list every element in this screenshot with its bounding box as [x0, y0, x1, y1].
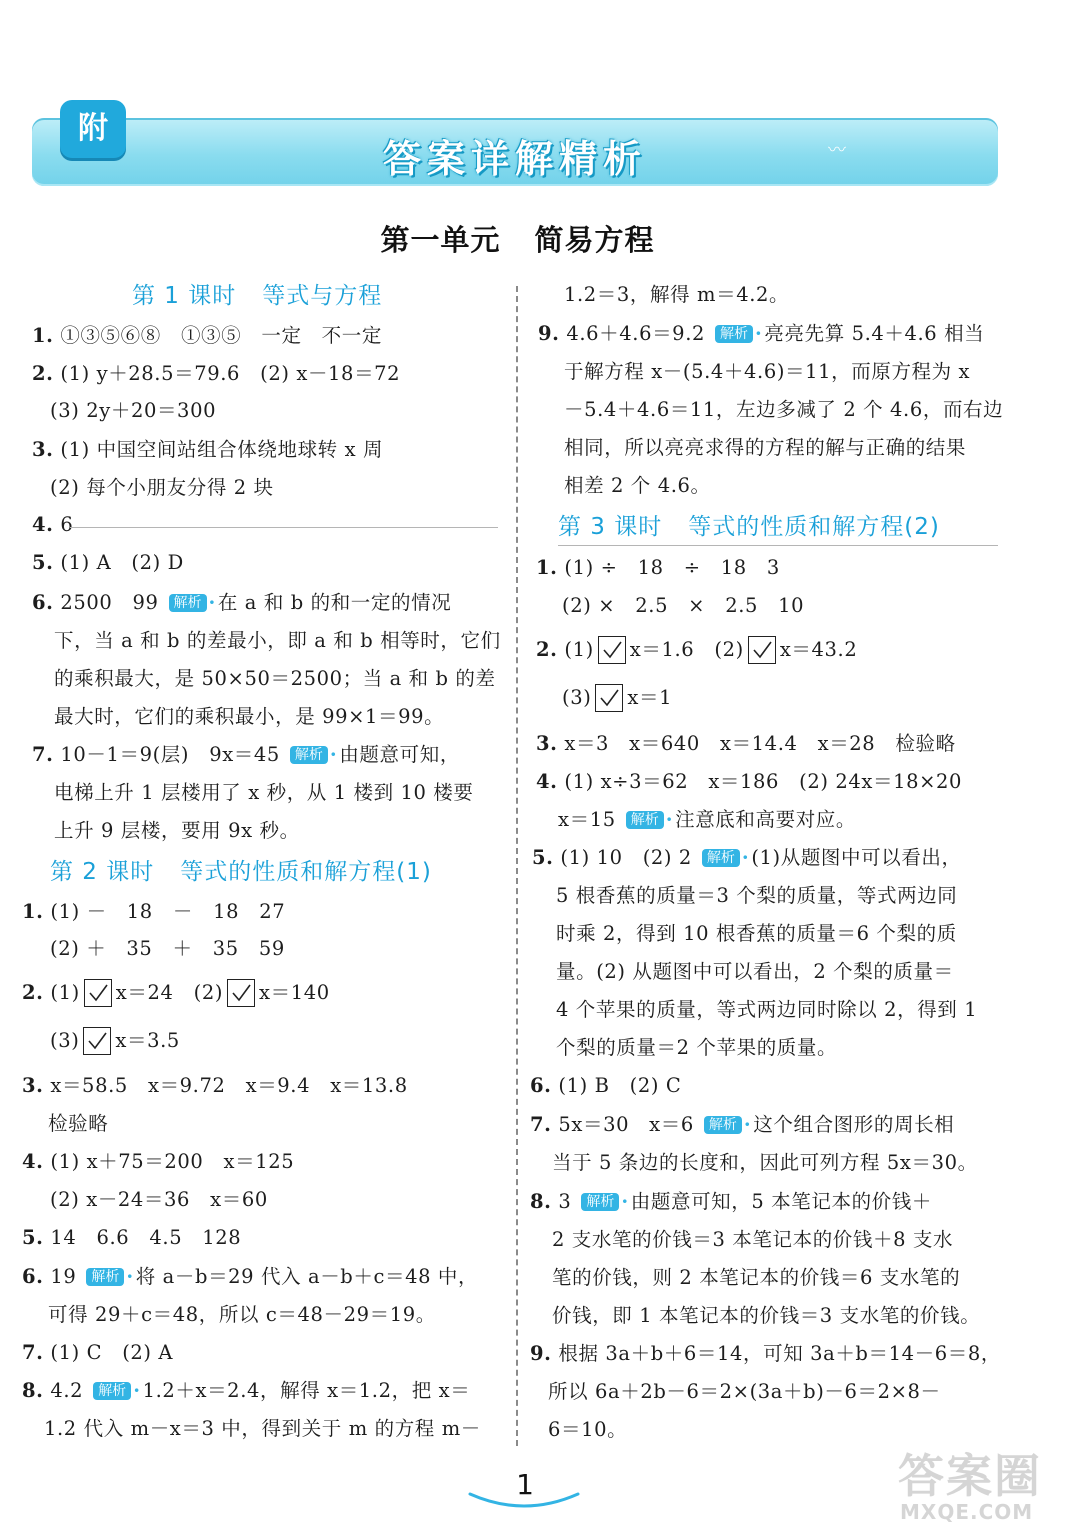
lesson-number: 第 3 课时 [558, 514, 663, 540]
analysis-line: 上升 9 层楼，要用 9x 秒。 [54, 819, 300, 842]
answer-line [22, 1224, 241, 1252]
analysis-text: 将 a－b＝29 代入 a－b＋c＝48 中， [135, 1265, 479, 1288]
question-number: 6. [530, 1074, 552, 1097]
question-number: 9. [530, 1342, 552, 1365]
analysis-line: 相同，所以亮亮求得的方程的解与正确的结果 [564, 436, 967, 459]
answer-text: 10－1＝9(层) 9x＝45 [53, 743, 280, 766]
check-box [598, 636, 626, 664]
analysis-line: 时乘 2，得到 10 根香蕉的质量＝6 个梨的质 [556, 922, 957, 945]
bird-icon: 〰 [828, 140, 846, 161]
analysis-line: 4 个苹果的质量，等式两边同时除以 2，得到 1 [556, 998, 978, 1021]
question-number: 1. [32, 324, 54, 347]
answer-text: 4.6＋4.6＝9.2 [559, 322, 705, 345]
answer-text: x＝140 [259, 981, 330, 1004]
answer-text: x＝1 [627, 686, 673, 709]
checkmark-icon [604, 642, 621, 657]
check-box [227, 979, 255, 1007]
lesson-title: 等式的性质和解方程(1) [180, 859, 432, 885]
analysis-tag: 解析 [702, 849, 740, 867]
answer-line [32, 549, 184, 577]
answer-line [536, 768, 962, 796]
answer-text: (1) 10 (2) 2 [553, 846, 692, 869]
analysis-line: 电梯上升 1 层楼用了 x 秒，从 1 楼到 10 楼要 [54, 781, 474, 804]
question-number: 6. [22, 1265, 44, 1288]
answer-text: (1) [43, 981, 80, 1004]
answer-text: x＝43.2 [779, 638, 858, 661]
answer-text: 14 6.6 4.5 128 [43, 1226, 242, 1249]
answer-line: (2) x－24＝36 x＝60 [50, 1188, 268, 1211]
answer-line: 所以 6a＋2b－6＝2×(3a＋b)－6＝2×8－ [548, 1380, 941, 1403]
answer-line [536, 636, 857, 664]
analysis-tag: 解析 [93, 1382, 131, 1400]
answer-line [530, 1340, 1001, 1368]
analysis-line: 相差 2 个 4.6。 [564, 474, 711, 497]
question-number: 2. [22, 981, 44, 1004]
answer-line [530, 1072, 681, 1100]
question-number: 2. [536, 638, 558, 661]
lesson-heading-3 [558, 511, 940, 543]
unit-name: 简易方程 [534, 223, 655, 257]
analysis-line: 5 根香蕉的质量＝3 个梨的质量，等式两边同 [556, 884, 958, 907]
answer-line: 7. 5x＝30 x＝6 解析 · 这个组合图形的周长相 [530, 1113, 955, 1136]
answer-line [22, 979, 330, 1007]
question-number: 5. [32, 551, 54, 574]
unit-prefix: 第一单元 [380, 223, 501, 257]
answer-line: x＝15 解析 · 注意底和高要对应。 [558, 808, 857, 831]
question-number: 3. [32, 438, 54, 461]
answer-text: x＝3.5 [115, 1029, 180, 1052]
analysis-line: －5.4＋4.6＝11，左边多减了 2 个 4.6，而右边 [564, 398, 1004, 421]
analysis-text: 这个组合图形的周长相 [753, 1113, 955, 1136]
checkmark-icon [754, 642, 771, 657]
answer-text: (1) x＋75＝200 x＝125 [43, 1150, 295, 1173]
banner-title: 答案详解精析 [382, 137, 647, 181]
analysis-line: 的乘积最大，是 50×50＝2500；当 a 和 b 的差 [54, 667, 496, 690]
answer-text: 5x＝30 x＝6 [551, 1113, 694, 1136]
analysis-line: 1.2＝3，解得 m＝4.2。 [564, 283, 790, 306]
question-number: 7. [32, 743, 54, 766]
lesson-heading-2 [50, 856, 432, 888]
question-number: 8. [530, 1190, 552, 1213]
answer-line [22, 1072, 408, 1100]
watermark-text: 答案圈 [898, 1449, 1042, 1503]
answer-line [22, 1339, 173, 1367]
question-number: 9. [538, 322, 560, 345]
analysis-line: 2 支水笔的价钱＝3 本笔记本的价钱＋8 支水 [552, 1228, 954, 1251]
answer-text: (1) － 18 － 18 27 [43, 900, 286, 923]
check-box [84, 979, 112, 1007]
analysis-tag: 解析 [715, 325, 753, 343]
answer-text: x＝3 x＝640 x＝14.4 x＝28 检验略 [557, 732, 956, 755]
answer-text: (1) A (2) D [53, 551, 184, 574]
analysis-line: 下，当 a 和 b 的差最小，即 a 和 b 相等时，它们 [54, 629, 501, 652]
question-number: 2. [32, 362, 54, 385]
check-box [595, 684, 623, 712]
unit-title [0, 218, 1035, 259]
answer-line [50, 1027, 180, 1055]
analysis-line: 个梨的质量＝2 个苹果的质量。 [556, 1036, 838, 1059]
answer-line: (2) ＋ 35 ＋ 35 59 [50, 937, 285, 960]
question-number: 7. [530, 1113, 552, 1136]
answer-text: 3 [551, 1190, 572, 1213]
watermark-logo [880, 1440, 1055, 1530]
answer-line [32, 322, 382, 350]
lesson-title: 等式与方程 [262, 283, 383, 309]
lesson-number: 第 2 课时 [50, 859, 155, 885]
answer-line: 检验略 [48, 1112, 109, 1135]
analysis-text: 在 a 和 b 的和一定的情况 [217, 591, 452, 614]
answer-line: 8. 4.2 解析 · 1.2＋x＝2.4，解得 x＝1.2，把 x＝ [22, 1379, 471, 1402]
page-arc-icon [464, 1488, 584, 1512]
answer-line: 9. 4.6＋4.6＝9.2 解析 · 亮亮先算 5.4＋4.6 相当 [538, 322, 985, 345]
analysis-line: 笔的价钱，则 2 本笔记本的价钱＝6 支水笔的 [552, 1266, 961, 1289]
answer-text: (3) [562, 686, 592, 709]
checkmark-icon [233, 985, 250, 1000]
answer-line [32, 360, 400, 388]
analysis-line: 可得 29＋c＝48，所以 c＝48－29＝19。 [48, 1303, 436, 1326]
answer-line [536, 730, 956, 758]
answer-line [22, 1148, 294, 1176]
analysis-line: 价钱，即 1 本笔记本的价钱＝3 支水笔的价钱。 [552, 1304, 981, 1327]
rule-line [70, 527, 498, 528]
answer-line: 7. 10－1＝9(层) 9x＝45 解析 · 由题意可知， [32, 743, 460, 766]
appendix-badge: 附 [60, 100, 126, 158]
watermark-url: MXQE.COM [900, 1500, 1034, 1524]
answer-line: 5. (1) 10 (2) 2 解析 · (1)从题图中可以看出， [532, 846, 962, 869]
analysis-line: 最大时，它们的乘积最小，是 99×1＝99。 [54, 705, 445, 728]
answer-text: (1) x÷3＝62 x＝186 (2) 24x＝18×20 [557, 770, 963, 793]
answer-text: x＝58.5 x＝9.72 x＝9.4 x＝13.8 [43, 1074, 408, 1097]
answer-line [536, 554, 780, 582]
analysis-tag: 解析 [704, 1116, 742, 1134]
question-number: 1. [536, 556, 558, 579]
analysis-line: 当于 5 条边的长度和，因此可列方程 5x＝30。 [552, 1151, 978, 1174]
check-box [83, 1027, 111, 1055]
question-number: 8. [22, 1379, 44, 1402]
analysis-tag: 解析 [86, 1268, 124, 1286]
answer-line: 6. 2500 99 解析 · 在 a 和 b 的和一定的情况 [32, 591, 452, 614]
answer-text: (1) B (2) C [551, 1074, 682, 1097]
lesson-heading-1 [132, 280, 382, 312]
analysis-text: 由题意可知，5 本笔记本的价钱＋ [630, 1190, 932, 1213]
analysis-text: 由题意可知， [339, 743, 460, 766]
lesson-title: 等式的性质和解方程(2) [688, 514, 940, 540]
answer-line: 6. 19 解析 · 将 a－b＝29 代入 a－b＋c＝48 中， [22, 1265, 479, 1288]
answer-text: 2500 99 [53, 591, 159, 614]
checkmark-icon [90, 985, 107, 1000]
answer-text: 4.2 [43, 1379, 84, 1402]
page-number: 1 [516, 1468, 534, 1501]
answer-text: ①③⑤⑥⑧ ①③⑤ 一定 不一定 [53, 324, 382, 347]
answer-line [22, 898, 285, 926]
answer-line [562, 684, 672, 712]
analysis-tag: 解析 [169, 594, 207, 612]
question-number: 4. [22, 1150, 44, 1173]
analysis-text: 亮亮先算 5.4＋4.6 相当 [764, 322, 985, 345]
answer-line [32, 511, 73, 539]
answer-text: 根据 3a＋b＋6＝14，可知 3a＋b＝14－6＝8， [551, 1342, 1001, 1365]
answer-text: x＝24 (2) [115, 981, 224, 1004]
analysis-line: 于解方程 x－(5.4＋4.6)＝11，而原方程为 x [564, 360, 971, 383]
answer-line: (3) 2y＋20＝300 [50, 399, 217, 422]
answer-text: (1) [557, 638, 594, 661]
question-number: 3. [22, 1074, 44, 1097]
analysis-text: (1)从题图中可以看出， [751, 846, 962, 869]
question-number: 1. [22, 900, 44, 923]
header-banner [32, 118, 998, 186]
answer-text: (3) [50, 1029, 80, 1052]
lesson-number: 第 1 课时 [132, 283, 237, 309]
answer-text: 6 [53, 513, 74, 536]
analysis-tag: 解析 [581, 1193, 619, 1211]
answer-text: (1) 中国空间站组合体绕地球转 x 周 [53, 438, 384, 461]
answer-line: 6＝10。 [548, 1418, 628, 1441]
question-number: 7. [22, 1341, 44, 1364]
question-number: 4. [536, 770, 558, 793]
column-divider [516, 286, 518, 1446]
analysis-tag: 解析 [290, 746, 328, 764]
rule-line [558, 545, 998, 546]
answer-text: (1) C (2) A [43, 1341, 174, 1364]
answer-text: (1) y＋28.5＝79.6 (2) x－18＝72 [53, 362, 401, 385]
answer-line: (2) 每个小朋友分得 2 块 [50, 476, 274, 499]
question-number: 5. [532, 846, 554, 869]
question-number: 5. [22, 1226, 44, 1249]
analysis-tag: 解析 [626, 811, 664, 829]
check-box [748, 636, 776, 664]
checkmark-icon [89, 1033, 106, 1048]
answer-line: (2) × 2.5 × 2.5 10 [562, 594, 805, 617]
question-number: 4. [32, 513, 54, 536]
analysis-line: 量。(2) 从题图中可以看出，2 个梨的质量＝ [556, 960, 954, 983]
answer-text: x＝15 [558, 808, 616, 831]
answer-line: 8. 3 解析 · 由题意可知，5 本笔记本的价钱＋ [530, 1190, 932, 1213]
analysis-line: 1.2 代入 m－x＝3 中，得到关于 m 的方程 m－ [44, 1417, 481, 1440]
answer-line [32, 436, 383, 464]
question-number: 3. [536, 732, 558, 755]
checkmark-icon [601, 690, 618, 705]
answer-text: 19 [43, 1265, 77, 1288]
question-number: 6. [32, 591, 54, 614]
analysis-text: 1.2＋x＝2.4，解得 x＝1.2，把 x＝ [142, 1379, 471, 1402]
answer-text: x＝1.6 (2) [629, 638, 744, 661]
analysis-text: 注意底和高要对应。 [675, 808, 857, 831]
answer-text: (1) ÷ 18 ÷ 18 3 [557, 556, 780, 579]
